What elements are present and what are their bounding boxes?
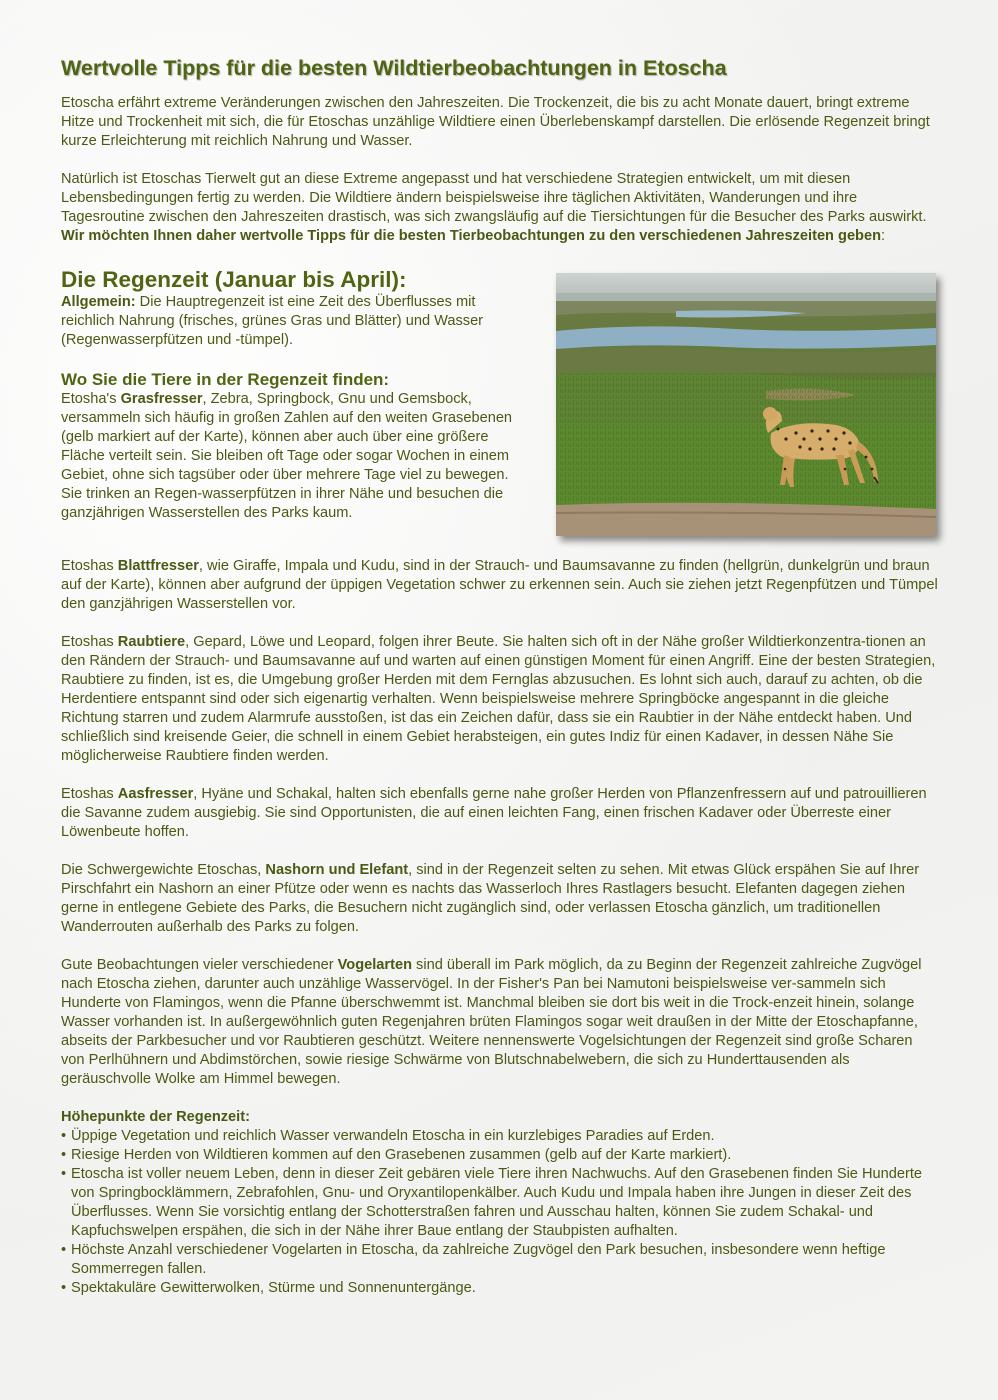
rainy-season-heading: Die Regenzeit (Januar bis April):	[61, 267, 407, 292]
heavyweights-pre: Die Schwergewichte Etoschas,	[61, 862, 266, 878]
rainy-season-section	[61, 267, 939, 543]
highlight-item: • Etoscha ist voller neuem Leben, denn in dieser Zeit gebären viele Tiere ihren Nachwuchs. Auf den Grasebenen finden Sie Hunderte von Springbocklämmern, Zebrafohlen, Gnu- und Oryxantilopenkälber. Auch Kudu und Impala haben ihre Jungen in dieser Zeit des Überflusses. Wenn Sie vorsichtig entlang der Schotterstraßen fahren und Ausschau halten, können Sie zudem Schakal- und Kapfuchswelpen erspähen, die sich in der Nähe ihrer Baue entlang der Staubpisten aufhalten.	[61, 1165, 939, 1241]
general-text: Die Hauptregenzeit ist eine Zeit des Überflusses mit reichlich Nahrung (frisches, grünes Gras und Blätter) und Wasser (Regenwasserpfützen und -tümpel).	[61, 294, 484, 348]
scavengers-paragraph	[61, 785, 939, 842]
general-paragraph	[61, 293, 531, 350]
highlight-item: • Höchste Anzahl verschiedener Vogelarten in Etoscha, da zahlreiche Zugvögel den Park besuchen, insbesondere wenn heftige Sommerregen fallen.	[61, 1241, 939, 1279]
scavengers-text: , Hyäne und Schakal, halten sich ebenfalls gerne nahe großer Herden von Pflanzenfressern auf und patrouillieren die Savanne zudem ausgiebig. Sie sind Opportunisten, die auf einen leichten Fang, einen frischen Kadaver oder Überreste einer Löwenbeute hoffen.	[61, 786, 927, 840]
species-paragraphs	[61, 557, 939, 1298]
grazers-paragraph	[61, 390, 531, 523]
intro-p2-end: :	[881, 228, 886, 244]
browsers-paragraph	[61, 557, 939, 614]
scavengers-bold: Aasfresser	[117, 786, 194, 802]
highlights-list	[61, 1127, 939, 1298]
browsers-text: , wie Giraffe, Impala und Kudu, sind in der Strauch- und Baumsavanne zu finden (hellgrün, dunkelgrün und braun auf der Karte), können aber aufgrund der üppigen Vegetation schwer zu erkennen sein. Auch sie ziehen jetzt Regenpfützen und Tümpel den ganzjährigen Wasserstellen vor.	[61, 558, 938, 612]
general-label: Allgemein:	[61, 294, 136, 310]
birds-text: sind überall im Park möglich, da zu Beginn der Regenzeit zahlreiche Zugvögel nach Etoscha ziehen, darunter auch unzählige Wasservögel. In der Fisher's Pan bei Namutoni beispielsweise ver-sammeln sich Hunderte von Flamingos, wenn die Pfanne überschwemmt ist. Manchmal bleiben sie dort bis weit in die Trock-enzeit hinein, solange Wasser vorhanden ist. In außergewöhnlich guten Regenjahren brüten Flamingos sogar weit draußen in der Mitte der Etoschapfanne, abseits der Parkbesucher und vor Raubtieren geschützt. Weitere nennenswerte Vogelsichtungen der Regenzeit sind große Scharen von Perlhühnern und Abdimstörchen, sowie riesige Schwärme von Blutschnabelwebern, die sich zu Hunderttausenden als geräuschvolle Wolke am Himmel bewegen.	[61, 957, 922, 1087]
predators-pre: Etoshas	[61, 634, 118, 650]
heavyweights-text: , sind in der Regenzeit selten zu sehen. Mit etwas Glück erspähen Sie auf Ihrer Pirschfahrt ein Nashorn an einer Pfütze oder wenn es nachts das Wasserloch Ihres Rastlagers besucht. Elefanten dagegen ziehen gerne in entlegene Gebiete des Parks, die Besuchern nicht zugänglich sind, oder verlassen Etoscha gänzlich, um traditionellen Wanderrouten außerhalb des Parks zu folgen.	[61, 862, 920, 935]
birds-pre: Gute Beobachtungen vieler verschiedener	[61, 957, 338, 973]
rainy-season-text	[61, 267, 531, 523]
intro-paragraph-1: Etoscha erfährt extreme Veränderungen zwischen den Jahreszeiten. Die Trockenzeit, die bis zu acht Monate dauert, bringt extreme Hitze und Trockenheit mit sich, die für Etoschas unzählige Wildtiere einen Überlebenskampf darstellen. Die erlösende Regenzeit bringt kurze Erleichterung mit reichlich Nahrung und Wasser.	[61, 95, 930, 149]
where-heading: Wo Sie die Tiere in der Regenzeit finden:	[61, 370, 390, 389]
browsers-bold: Blattfresser	[117, 558, 199, 574]
birds-bold: Vogelarten	[337, 957, 412, 973]
highlight-item: • Spektakuläre Gewitterwolken, Stürme und Sonnenuntergänge.	[61, 1279, 939, 1298]
heavyweights-paragraph	[61, 861, 939, 937]
highlight-item: • Riesige Herden von Wildtieren kommen auf den Grasebenen zusammen (gelb auf der Karte markiert).	[61, 1146, 939, 1165]
grazers-bold: Grasfresser	[120, 391, 203, 407]
predators-paragraph	[61, 633, 939, 766]
highlight-item: • Üppige Vegetation und reichlich Wasser verwandeln Etoscha in ein kurzlebiges Paradies auf Erden.	[61, 1127, 939, 1146]
intro-p2-text: Natürlich ist Etoschas Tierwelt gut an diese Extreme angepasst und hat verschiedene Strategien entwickelt, um mit diesen Lebensbedingungen fertig zu werden. Die Wildtiere ändern beispielsweise ihre täglichen Aktivitäten, Wanderungen und ihre Tagesroutine zwischen den Jahreszeiten drastisch, was sich zwangsläufig auf die Tiersichtungen für die Besucher des Parks auswirkt.	[61, 171, 927, 225]
predators-bold: Raubtiere	[117, 634, 186, 650]
article	[61, 56, 939, 1298]
intro-paragraph-2	[61, 170, 939, 246]
page-title: Wertvolle Tipps für die besten Wildtierbeobachtungen in Etoscha	[61, 56, 727, 80]
scavengers-pre: Etoshas	[61, 786, 118, 802]
intro-p2-bold: Wir möchten Ihnen daher wertvolle Tipps für die besten Tierbeobachtungen zu den verschiedenen Jahreszeiten geben	[61, 228, 882, 244]
heavyweights-bold: Nashorn und Elefant	[265, 862, 409, 878]
birds-paragraph	[61, 956, 939, 1089]
cheetah-photo	[556, 273, 936, 536]
highlights-title: Höhepunkte der Regenzeit:	[61, 1109, 250, 1125]
grazers-text: , Zebra, Springbock, Gnu und Gemsbock, versammeln sich häufig in großen Zahlen auf den weiten Grasebenen (gelb markiert auf der Karte), können aber auch über eine größere Fläche verteilt sein. Sie bleiben oft Tage oder sogar Wochen in einem Gebiet, ohne sich tagsüber oder über mehrere Tage viel zu bewegen. Sie trinken an Regen-wasserpfützen in ihrer Nähe und besuchen die ganzjährigen Wasserstellen des Parks kaum.	[61, 391, 513, 521]
predators-text: , Gepard, Löwe und Leopard, folgen ihrer Beute. Sie halten sich oft in der Nähe großer Wildtierkonzentra-tionen an den Rändern der Strauch- und Baumsavanne auf und warten auf einen günstigen Moment für einen Angriff. Eine der besten Strategien, Raubtiere zu finden, ist es, die Umgebung großer Herden mit dem Fernglas abzusuchen. Es lohnt sich auch, darauf zu achten, ob die Herdentiere entspannt sind oder sich eigenartig verhalten. Wenn beispielsweise mehrere Springböcke angespannt in die gleiche Richtung starren und zudem Alarmrufe ausstoßen, ist das ein Zeichen dafür, dass sie ein Raubtier in der Nähe entdeckt haben. Und schließlich sind kreisende Geier, die schnell in einem Gebiet herabsteigen, ein gutes Indiz für einen Kadaver, in dessen Nähe Sie möglicherweise Raubtiere finden werden.	[61, 634, 936, 764]
browsers-pre: Etoshas	[61, 558, 118, 574]
grazers-pre: Etosha's	[61, 391, 121, 407]
